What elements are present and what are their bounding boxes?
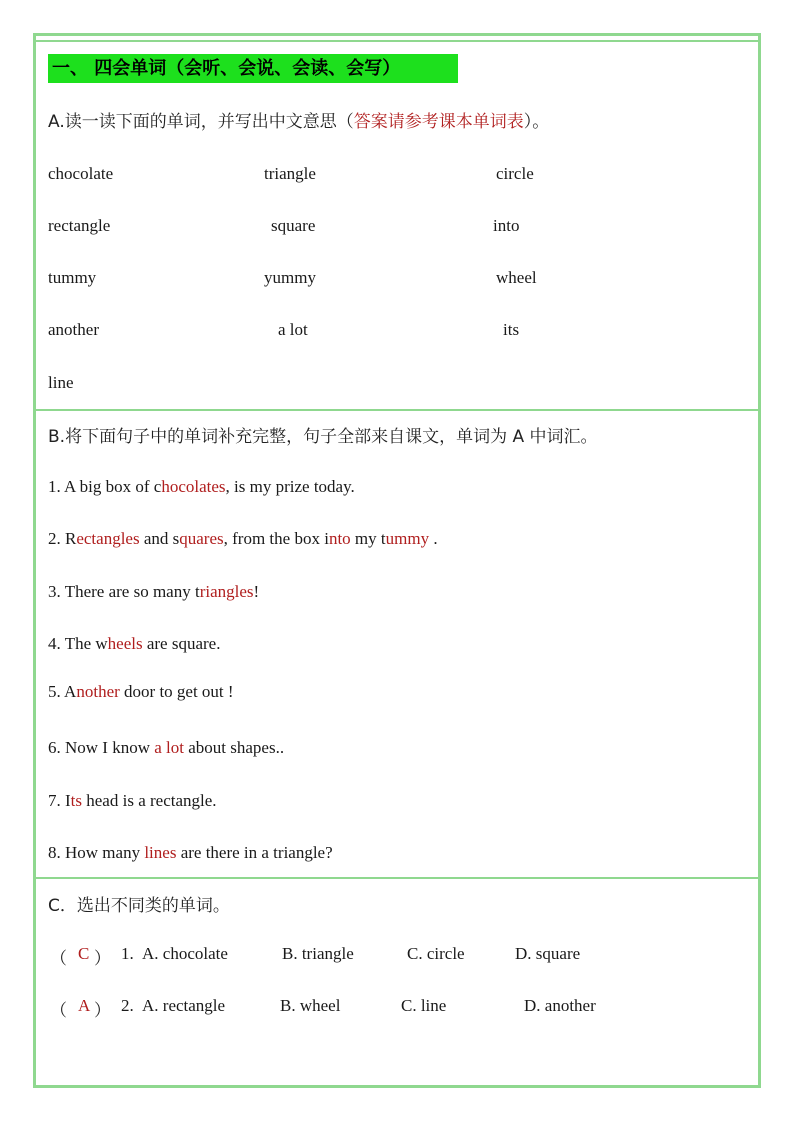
vocab-word: rectangle: [48, 216, 111, 235]
sentence-text: and s: [139, 529, 180, 548]
vocab-word: triangle: [264, 164, 316, 183]
option-d: D. another: [524, 996, 596, 1015]
answer-letter: C: [78, 944, 90, 963]
vocab-word: into: [493, 216, 520, 235]
vocab-word: line: [48, 373, 74, 392]
sentence-5: [48, 682, 234, 702]
answer-fill: riangles: [199, 582, 254, 601]
vocab-word: yummy: [264, 268, 316, 287]
answer-fill: ectangles: [76, 529, 140, 548]
sentence-3: [48, 582, 259, 602]
page-frame: [33, 33, 761, 1088]
option-a: A. rectangle: [142, 996, 226, 1015]
vocab-word: its: [503, 320, 520, 339]
sentence-text: , from the box i: [223, 529, 329, 548]
close-paren: ）: [94, 949, 111, 969]
sentence-text: about shapes..: [184, 738, 285, 757]
sentence-1: [48, 477, 355, 497]
section-title: 一、 四会单词（会听、会说、会读、会写）: [48, 54, 458, 83]
vocab-word: another: [48, 320, 99, 339]
option-b: B. triangle: [282, 944, 354, 963]
sentence-text: 5. A: [48, 682, 77, 701]
sentence-text: door to get out !: [119, 682, 234, 701]
option-b: B. wheel: [280, 996, 341, 1015]
answer-fill: lines: [144, 843, 177, 862]
instruction-text: A.读一读下面的单词，并写出中文意思（: [48, 112, 354, 132]
sentence-text: 7. I: [48, 791, 71, 810]
sentence-7: [48, 791, 217, 811]
sentence-text: , is my prize today.: [225, 477, 355, 496]
sentence-text: are there in a triangle?: [176, 843, 333, 862]
answer-fill: hocolates: [161, 477, 226, 496]
vocab-word: tummy: [48, 268, 97, 287]
answer-fill: nto: [328, 529, 351, 548]
sentence-text: are square.: [142, 634, 221, 653]
open-paren: （: [50, 949, 67, 969]
part-b-instruction: B.将下面句子中的单词补充完整，句子全部来自课文，单词为 A 中词汇。: [48, 427, 598, 447]
sentence-text: my t: [350, 529, 386, 548]
option-d: D. square: [515, 944, 581, 963]
close-paren: ）: [94, 1001, 111, 1021]
answer-fill: heels: [107, 634, 143, 653]
sentence-text: 1. A big box of c: [48, 477, 162, 496]
instruction-hint: 答案请参考课本单词表: [353, 112, 524, 132]
vocab-word: wheel: [496, 268, 537, 287]
sentence-text: head is a rectangle.: [82, 791, 217, 810]
answer-fill: ts: [70, 791, 83, 810]
part-a-instruction: [48, 107, 549, 132]
divider-top: [36, 40, 758, 42]
vocab-word: a lot: [278, 320, 308, 339]
question-number: 2.: [121, 996, 134, 1015]
option-c: C. line: [401, 996, 447, 1015]
open-paren: （: [50, 1001, 67, 1021]
sentence-8: [48, 843, 333, 863]
sentence-2: [48, 529, 438, 549]
answer-fill: a lot: [154, 738, 184, 757]
sentence-text: 3. There are so many t: [48, 582, 200, 601]
answer-fill: nother: [76, 682, 120, 701]
part-c-instruction: C．选出不同类的单词。: [48, 896, 230, 916]
sentence-text: 8. How many: [48, 843, 145, 862]
vocab-word: square: [271, 216, 316, 235]
instruction-end: ）。: [523, 112, 550, 132]
answer-letter: A: [78, 996, 91, 1015]
sentence-text: 2. R: [48, 529, 77, 548]
vocab-word: chocolate: [48, 164, 114, 183]
option-c: C. circle: [407, 944, 465, 963]
divider-ab: [36, 409, 758, 411]
divider-bc: [36, 877, 758, 879]
answer-fill: ummy: [385, 529, 430, 548]
sentence-text: 4. The w: [48, 634, 108, 653]
sentence-6: [48, 738, 284, 758]
sentence-text: .: [429, 529, 438, 548]
vocab-word: circle: [496, 164, 534, 183]
answer-fill: quares: [179, 529, 224, 548]
sentence-text: 6. Now I know: [48, 738, 155, 757]
option-a: A. chocolate: [142, 944, 228, 963]
sentence-4: [48, 634, 220, 654]
sentence-text: !: [253, 582, 260, 601]
question-number: 1.: [121, 944, 134, 963]
